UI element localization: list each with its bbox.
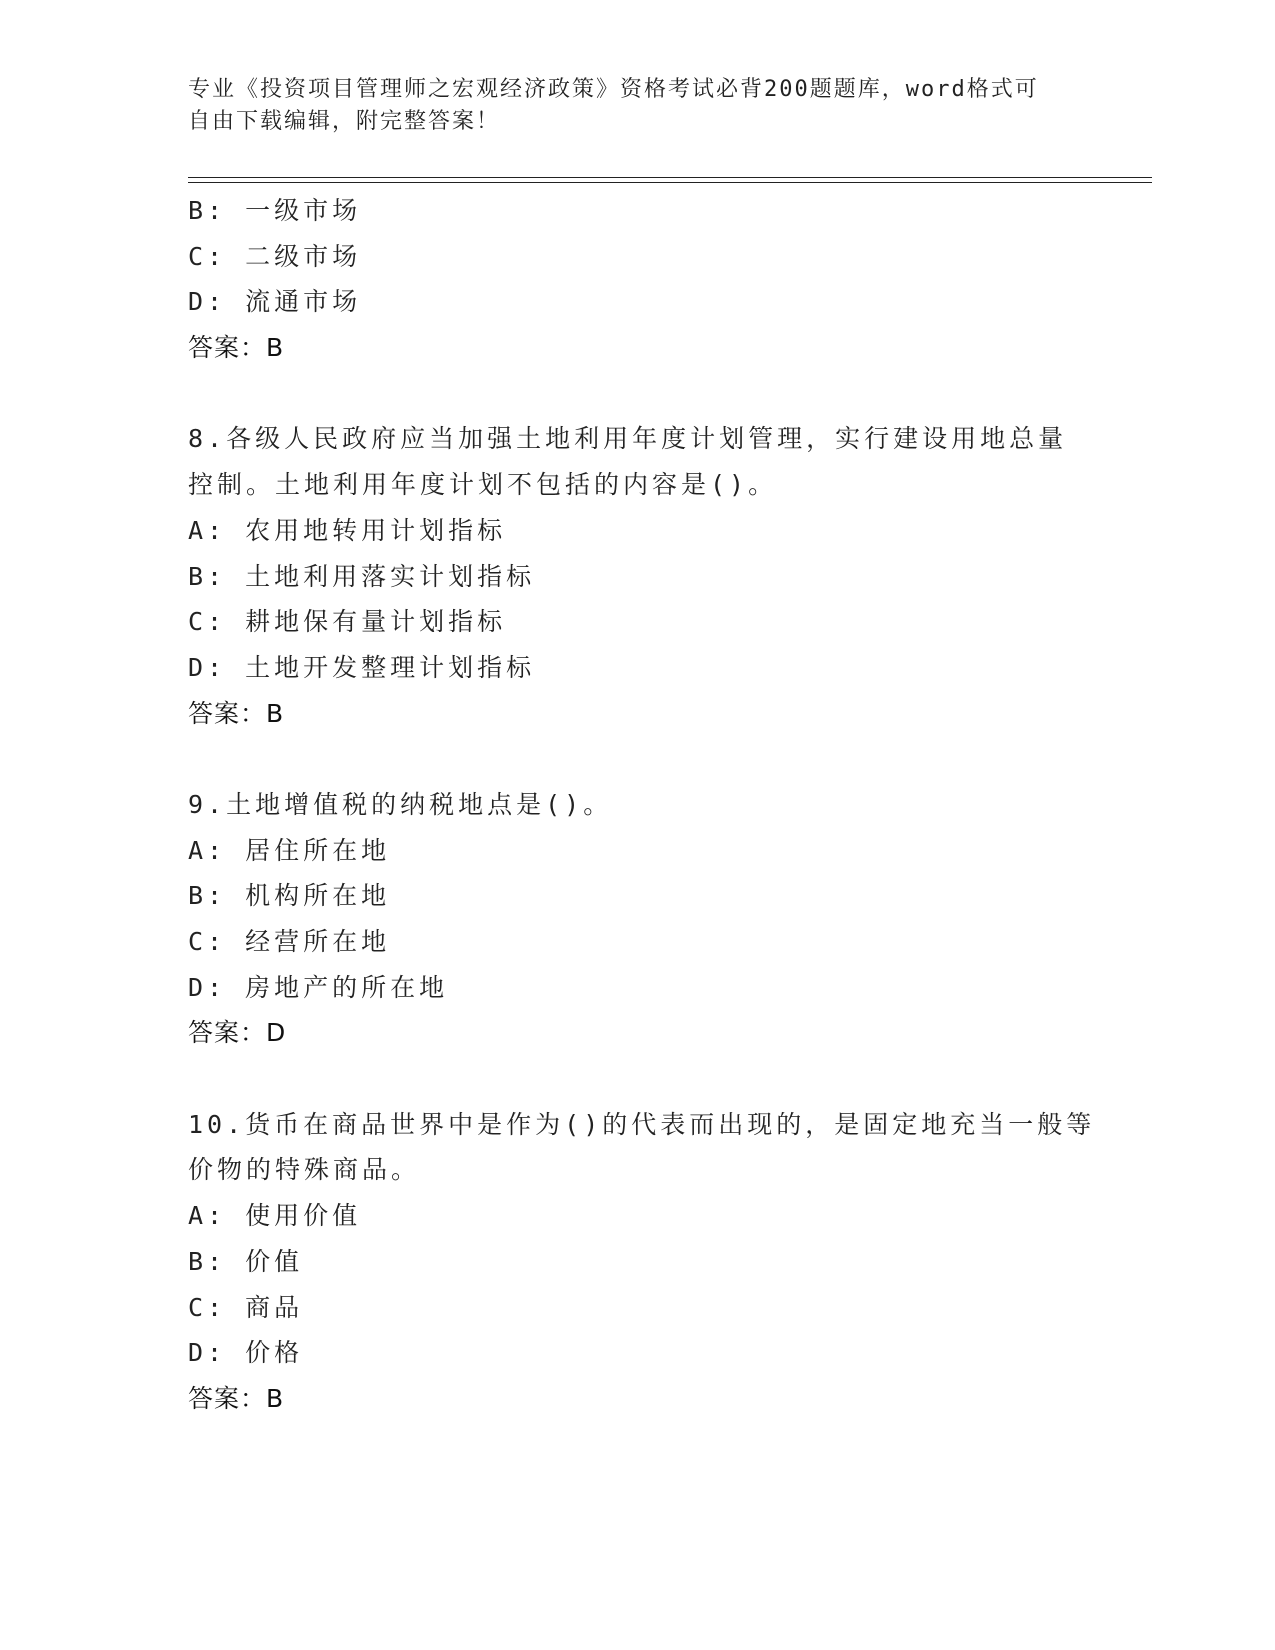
- header-title-line-2: 自由下载编辑，附完整答案！: [188, 109, 501, 134]
- answer: 答案：D: [188, 1018, 287, 1048]
- header-divider-top: [188, 177, 1152, 178]
- question-spacer: [188, 736, 1088, 782]
- option-d: D: 土地开发整理计划指标: [188, 652, 536, 682]
- option-d: D: 流通市场: [188, 287, 362, 317]
- option-b: B: 土地利用落实计划指标: [188, 561, 536, 591]
- question-stem-line-2: 价物的特殊商品。: [188, 1155, 421, 1185]
- question-7: [188, 188, 1088, 371]
- question-list: [188, 188, 1096, 1422]
- option-c: C: 经营所在地: [188, 927, 391, 956]
- question-8: [188, 416, 1088, 736]
- question-stem-line-1: 10.货币在商品世界中是作为()的代表而出现的，是固定地充当一般等: [188, 1109, 1096, 1139]
- header-title-line-1: 专业《投资项目管理师之宏观经济政策》资格考试必背200题题库，word格式可: [188, 77, 1039, 102]
- option-c: C: 耕地保有量计划指标: [188, 607, 507, 637]
- question-stem-line-1: 8.各级人民政府应当加强土地利用年度计划管理，实行建设用地总量: [188, 424, 1068, 454]
- header-divider-bottom: [188, 182, 1152, 183]
- document-header: [188, 74, 1088, 138]
- option-c: C: 商品: [188, 1292, 304, 1322]
- option-a: A: 农用地转用计划指标: [188, 515, 507, 545]
- question-stem-line-1: 9.土地增值税的纳税地点是()。: [188, 789, 613, 819]
- option-a: A: 使用价值: [188, 1201, 362, 1231]
- answer: 答案：B: [188, 333, 285, 363]
- option-c: C: 二级市场: [188, 241, 362, 271]
- question-9: [188, 782, 1088, 1056]
- option-d: D: 房地产的所在地: [188, 972, 449, 1002]
- option-a: A: 居住所在地: [188, 835, 391, 865]
- option-b: B: 一级市场: [188, 196, 362, 225]
- question-stem-line-2: 控制。土地利用年度计划不包括的内容是()。: [188, 470, 778, 500]
- option-b: B: 机构所在地: [188, 881, 391, 911]
- question-spacer: [188, 1056, 1088, 1102]
- question-10: [188, 1102, 1096, 1422]
- option-b: B: 价值: [188, 1246, 304, 1276]
- answer: 答案：B: [188, 698, 285, 728]
- question-spacer: [188, 371, 1088, 417]
- answer: 答案：B: [188, 1383, 285, 1413]
- option-d: D: 价格: [188, 1338, 304, 1368]
